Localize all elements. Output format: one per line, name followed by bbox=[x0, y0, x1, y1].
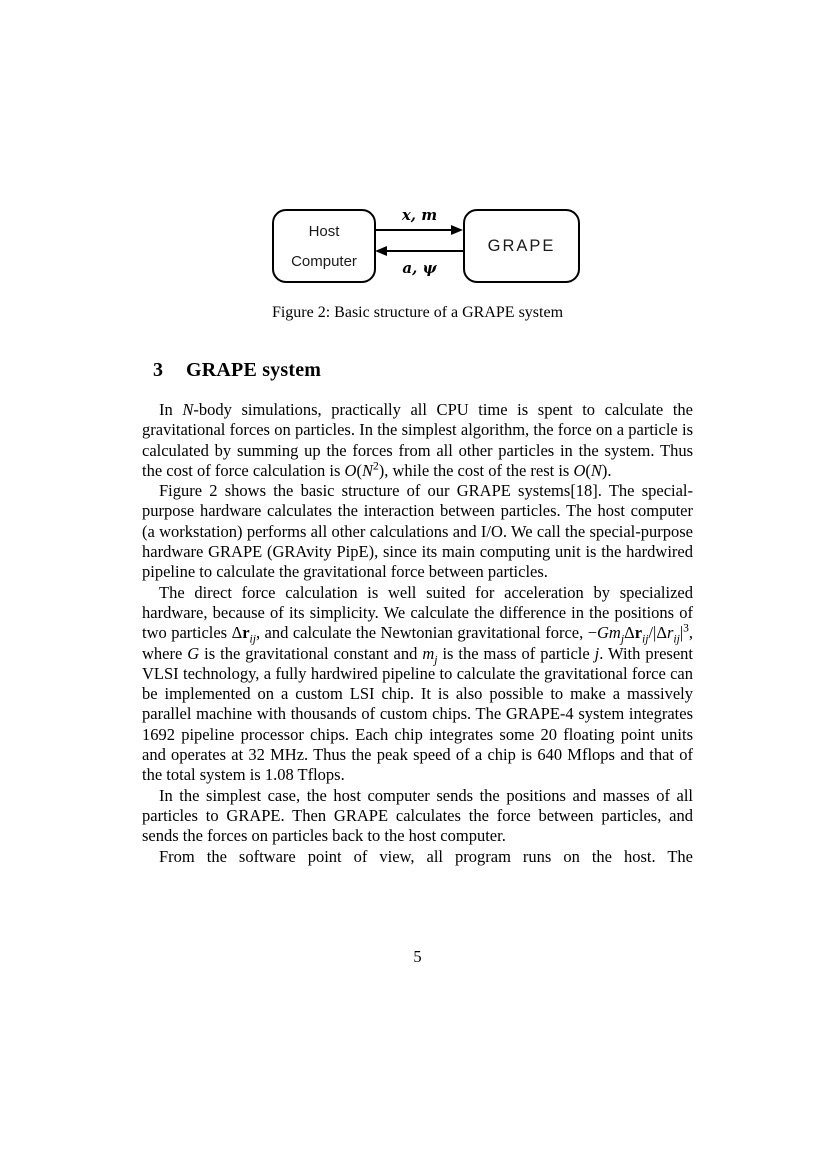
top-arrow-label: x, m bbox=[401, 206, 438, 224]
grape-box-label: GRAPE bbox=[487, 236, 556, 255]
page-number: 5 bbox=[413, 947, 422, 966]
bottom-arrow-label: a, ψ bbox=[402, 259, 437, 277]
host-computer-box bbox=[272, 209, 376, 283]
host-box-line2: Computer bbox=[291, 252, 357, 270]
host-box-line1: Host bbox=[308, 222, 340, 240]
right-arrowhead-icon bbox=[451, 225, 463, 235]
paragraph: In N-body simulations, practically all CPU time is spent to calculate the gravitational forces on particles. In the simplest algorithm, the force on a particle is calculated by summing up the forces from all other particles in the system. Thus the cost of force calculation is $O(N^2)$, while the cost of the rest is O(N). bbox=[142, 400, 693, 480]
figure-caption: Figure 2: Basic structure of a GRAPE system bbox=[271, 304, 564, 321]
right-arrow-line bbox=[376, 229, 452, 231]
section-title: GRAPE system bbox=[186, 359, 322, 381]
body-paragraphs bbox=[142, 400, 693, 867]
grape-box bbox=[463, 209, 580, 283]
section-number: 3 bbox=[153, 359, 164, 381]
section-heading bbox=[153, 359, 321, 382]
paragraph: In the simplest case, the host computer sends the positions and masses of all particles to GRAPE. Then GRAPE calculates the force between particles, and sends the forces on particles back to the host computer. bbox=[142, 785, 693, 846]
paragraph: The direct force calculation is well suited for acceleration by specialized hardware, because of its simplicity. We calculate the difference in the positions of two particles $\Delta r_{ij}$, and calculate the Newtonian gravitational force, $-Gm_j\Delta r_{ij}/|\Delta r_{ij}|^3$, where G is the gravitational constant and $m_j$ is the mass of particle j. With present VLSI technology, a fully hardwired pipeline to calculate the gravitational force can be implemented on a custom LSI chip. It is also possible to make a massively parallel machine with thousands of custom chips. The GRAPE-4 system integrates 1692 pipeline processor chips. Each chip integrates some 20 floating point units and operates at 32 MHz. Thus the peak speed of a chip is 640 Mflops and that of the total system is 1.08 Tflops. bbox=[142, 582, 694, 785]
left-arrow-line bbox=[387, 250, 463, 252]
left-arrowhead-icon bbox=[375, 246, 387, 256]
paragraph: From the software point of view, all program runs on the host. The bbox=[159, 846, 693, 866]
paragraph: Figure 2 shows the basic structure of our GRAPE systems[18]. The special-purpose hardware calculates the interaction between particles. The host computer (a workstation) performs all other calculations and I/O. We call the special-purpose hardware GRAPE (GRAvity PipE), since its main computing unit is the hardwired pipeline to calculate the gravitational force between particles. bbox=[142, 481, 693, 582]
